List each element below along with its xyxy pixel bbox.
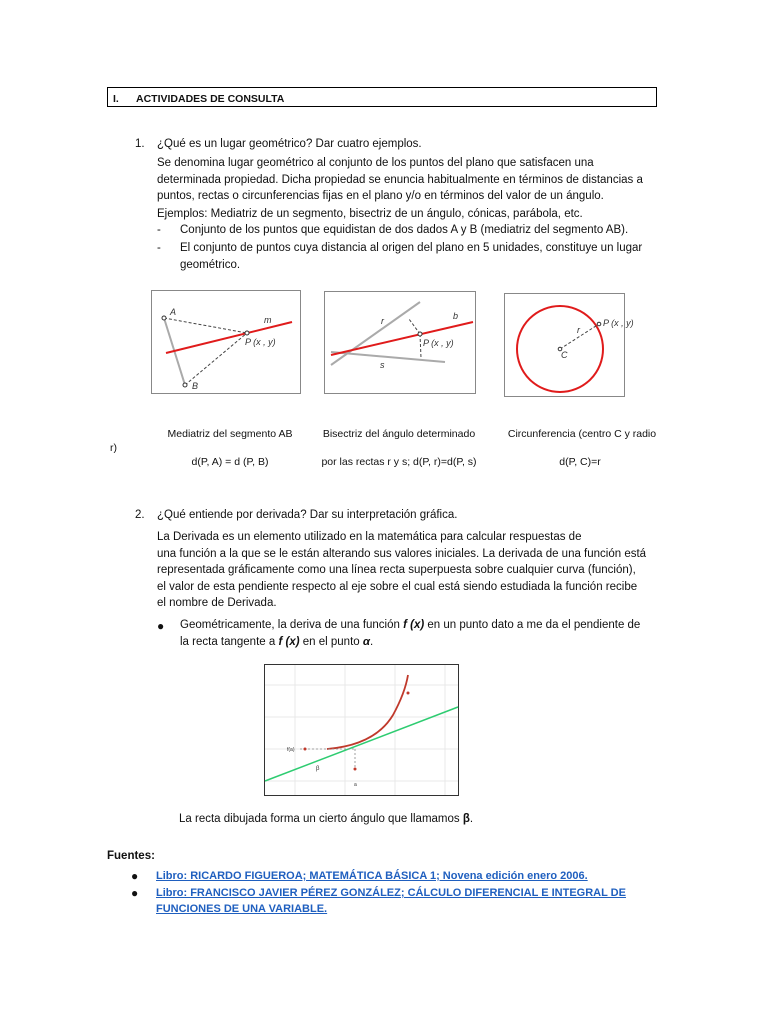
caption-mediatriz-1: Mediatriz del segmento AB [167, 428, 293, 440]
section-title: ACTIVIDADES DE CONSULTA [136, 93, 285, 105]
angle-end: . [469, 813, 474, 825]
fx-symbol: f (x) [403, 619, 425, 631]
a-point [354, 768, 357, 771]
beta-symbol: β [462, 813, 470, 825]
caption-mediatriz-2: d(P, A) = d (P, B) [191, 456, 269, 468]
label-beta: β [316, 766, 320, 772]
label-fa: f(a) [287, 747, 295, 753]
q2-paragraph [157, 529, 657, 612]
circunferencia-figure [504, 293, 634, 397]
caption-circunferencia-1: Circunferencia (centro C y radio [507, 428, 657, 440]
line-s [331, 352, 445, 362]
point-a [162, 316, 166, 320]
q2-para-line-4: el valor de esta pendiente respecto al eje sobre el cual está siendo estudiada la función recibe [157, 580, 638, 593]
q2-para-line-1: La Derivada es un elemento utilizado en la matemática para calcular respuestas de [157, 531, 582, 543]
caption-wrap: r) [110, 442, 117, 454]
fa-point [304, 748, 307, 751]
label-b: B [192, 381, 199, 391]
dist-pa-line [164, 318, 247, 333]
q2-para-line-3: representada gráficamente como una línea recta superpuesta sobre cualquier curva (función), [157, 564, 636, 576]
derivative-graph [264, 664, 459, 796]
section-number: I. [113, 93, 119, 105]
dist-pr-line [409, 319, 420, 334]
geo-bullet: ● [157, 619, 165, 633]
geo-text-c: la recta tangente a [180, 636, 279, 648]
geo-text-e: . [370, 636, 374, 648]
label-p: P (x , y) [423, 338, 454, 348]
q1-item2-line1: El conjunto de puntos cuya distancia al origen del plano en 5 unidades, constituye un lugar [180, 242, 643, 254]
geo-line-1 [180, 619, 640, 631]
angle-sentence [179, 813, 473, 825]
point-b [183, 383, 187, 387]
label-b: b [453, 311, 459, 321]
q1-examples: Ejemplos: Mediatriz de un segmento, bisectriz de un ángulo, cónicas, parábola, etc. [157, 208, 583, 220]
q1-paragraph [157, 155, 657, 205]
q1-item1: Conjunto de los puntos que equidistan de dos dados A y B (mediatriz del segmento AB). [180, 224, 629, 236]
q1-number: 1. [135, 138, 145, 150]
angle-text: La recta dibujada forma un cierto ángulo que llamamos [179, 813, 463, 825]
source-link-1[interactable]: Libro: RICARDO FIGUEROA; MATEMÁTICA BÁSICA 1; Novena edición enero 2006. [156, 870, 588, 882]
q1-para-line-1: Se denomina lugar geométrico al conjunto de los puntos del plano que satisfacen una [157, 157, 594, 169]
q1-para-line-2: determinada propiedad. Dicha propiedad se enuncia habitualmente en términos de distancias a [157, 173, 643, 186]
caption-circunferencia-2: d(P, C)=r [559, 456, 601, 468]
geo-text-d: en el punto [299, 636, 363, 648]
fx-symbol-2: f (x) [278, 636, 300, 648]
label-s: s [380, 360, 385, 370]
label-a: A [170, 307, 177, 317]
curve-point [407, 692, 410, 695]
q2-para-line-5: el nombre de Derivada. [157, 597, 277, 609]
geo-text-a: Geométricamente, la deriva de una función [180, 619, 404, 631]
q1-para-line-3: puntos, rectas o circunferencias fijas en el plano y/o en términos del valor de un ángulo. [157, 190, 604, 202]
q2-para-line-2: una función a la que se le están alterando sus valores iniciales. La derivada de una función está [157, 547, 647, 560]
q1-question: ¿Qué es un lugar geométrico? Dar cuatro ejemplos. [157, 138, 422, 150]
geo-line-2 [180, 636, 373, 648]
label-r: r [381, 316, 384, 326]
label-p: P (x , y) [603, 318, 634, 328]
label-a: a [354, 782, 357, 788]
sources-heading: Fuentes: [107, 850, 155, 862]
source-bullet-1: ● [131, 869, 139, 883]
q2-number: 2. [135, 509, 145, 521]
dist-ps-line [420, 334, 421, 358]
bisectriz-figure [324, 291, 476, 394]
q1-item2-line2: geométrico. [180, 259, 241, 271]
alpha-symbol: α [362, 636, 371, 648]
label-m: m [264, 315, 272, 325]
caption-bisectriz-1: Bisectriz del ángulo determinado [322, 428, 476, 440]
q1-item2-dash: - [157, 242, 161, 254]
source-link-2-line2[interactable]: FUNCIONES DE UNA VARIABLE. [156, 903, 328, 915]
label-c: C [561, 350, 568, 360]
q2-question: ¿Qué entiende por derivada? Dar su interpretación gráfica. [157, 509, 458, 521]
label-p: P (x , y) [245, 337, 276, 347]
label-r: r [577, 325, 580, 335]
q1-item1-dash: - [157, 224, 161, 236]
geo-text-b: en un punto dato a me da el pendiente de [424, 619, 641, 631]
caption-bisectriz-2: por las rectas r y s; d(P, r)=d(P, s) [321, 456, 477, 468]
point-p [418, 332, 422, 336]
point-p [597, 322, 601, 326]
source-link-2-line1[interactable]: Libro: FRANCISCO JAVIER PÉREZ GONZÁLEZ; CÁLCULO DIFERENCIAL E INTEGRAL DE [156, 887, 626, 899]
mediatriz-figure [151, 290, 301, 394]
source-bullet-2: ● [131, 886, 139, 900]
point-p [245, 331, 249, 335]
